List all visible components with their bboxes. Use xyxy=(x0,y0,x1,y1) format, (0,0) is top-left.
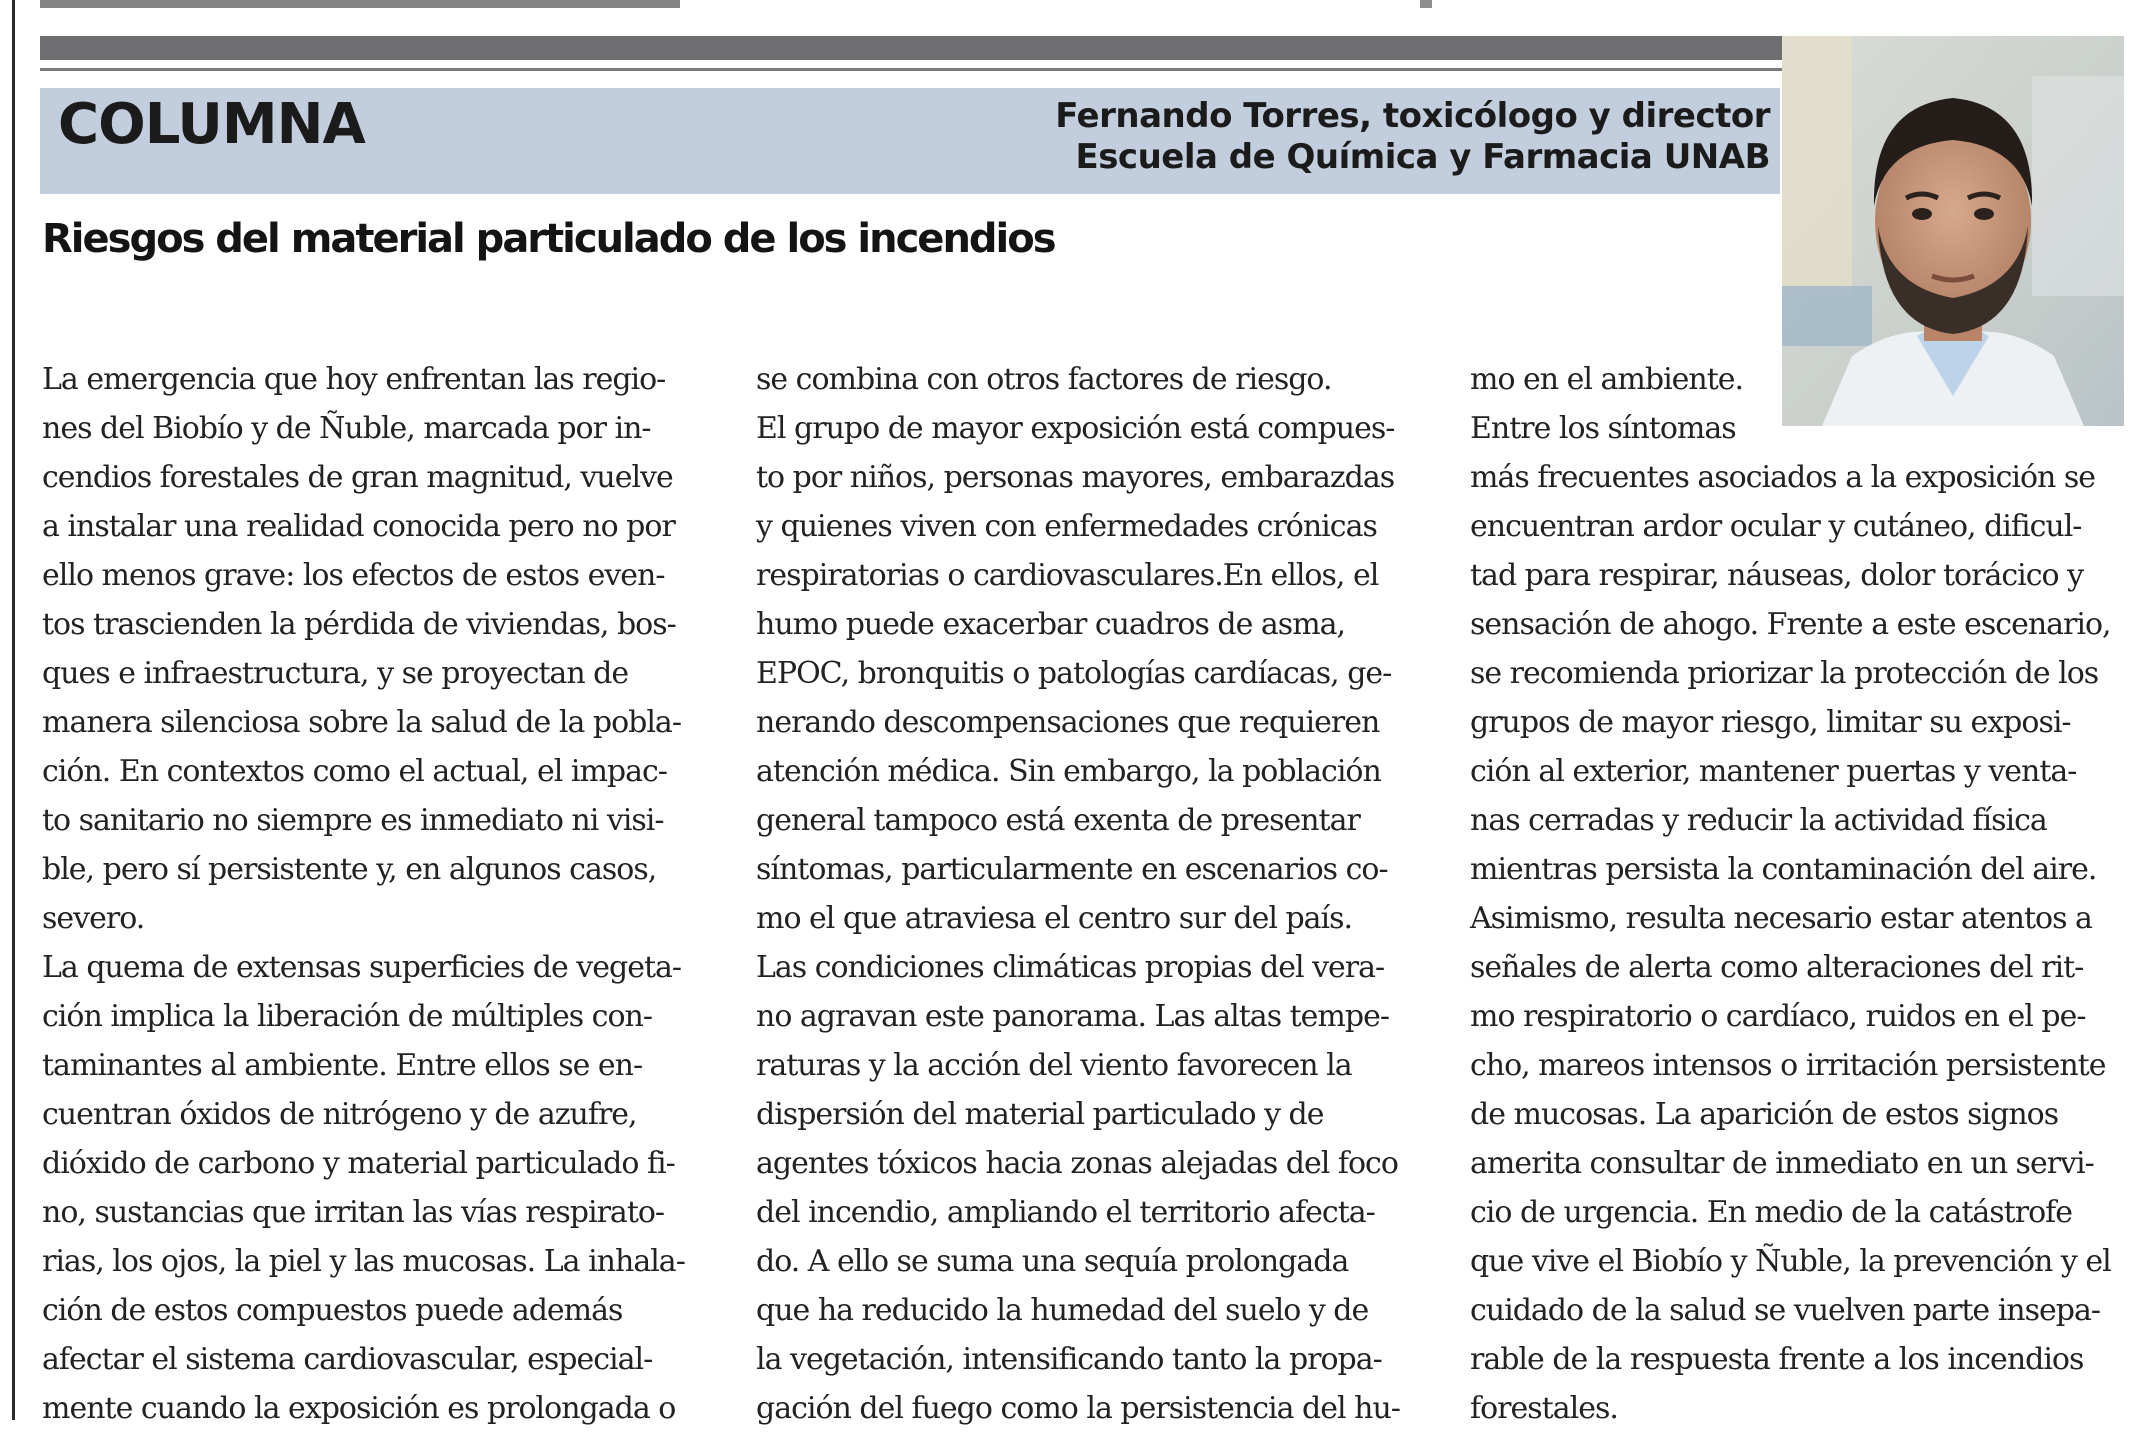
article-text-line: se recomienda priorizar la protección de los xyxy=(1470,656,2099,691)
article-text-line: EPOC, bronquitis o patologías cardíacas, ge- xyxy=(756,656,1392,691)
byline-institution: Escuela de Química y Farmacia UNAB xyxy=(1075,137,1770,177)
article-text-line: cuentran óxidos de nitrógeno y de azufre, xyxy=(42,1097,637,1132)
article-text-line: manera silenciosa sobre la salud de la pobla- xyxy=(42,705,681,740)
article-text-line: humo puede exacerbar cuadros de asma, xyxy=(756,607,1346,642)
article-text-line: agentes tóxicos hacia zonas alejadas del foco xyxy=(756,1146,1398,1181)
article-column-3 xyxy=(1470,355,2130,1433)
article-text-line: más frecuentes asociados a la exposición se xyxy=(1470,460,2096,495)
article-text-line: Las condiciones climáticas propias del vera- xyxy=(756,950,1385,985)
article-text-line: nerando descompensaciones que requieren xyxy=(756,705,1380,740)
article-text-line: afectar el sistema cardiovascular, especial- xyxy=(42,1342,653,1377)
article-text-line: dispersión del material particulado y de xyxy=(756,1097,1324,1132)
article-text-line: mo el que atraviesa el centro sur del país. xyxy=(756,901,1353,936)
article-text-line: tos trascienden la pérdida de viviendas, bos- xyxy=(42,607,676,642)
article-text-line: nas cerradas y reducir la actividad física xyxy=(1470,803,2047,838)
article-text-line: cio de urgencia. En medio de la catástrofe xyxy=(1470,1195,2072,1230)
author-byline xyxy=(1040,96,1770,178)
article-text-line: raturas y la acción del viento favorecen la xyxy=(756,1048,1352,1083)
article-text-line: gación del fuego como la persistencia del hu- xyxy=(756,1391,1400,1426)
article-text-line: cendios forestales de gran magnitud, vuelve xyxy=(42,460,673,495)
article-text-line: que ha reducido la humedad del suelo y de xyxy=(756,1293,1369,1328)
article-headline: Riesgos del material particulado de los incendios xyxy=(42,216,1055,262)
article-text-line: sensación de ahogo. Frente a este escenario, xyxy=(1470,607,2111,642)
article-text-line: síntomas, particularmente en escenarios co- xyxy=(756,852,1388,887)
article-text-line: Entre los síntomas xyxy=(1470,411,1736,446)
article-text-line: mo en el ambiente. xyxy=(1470,362,1744,397)
article-text-line: cuidado de la salud se vuelven parte insepa- xyxy=(1470,1293,2100,1328)
article-text-line: encuentran ardor ocular y cutáneo, dificul- xyxy=(1470,509,2082,544)
article-text-line: El grupo de mayor exposición está compues- xyxy=(756,411,1395,446)
cropped-top-mark xyxy=(1420,0,1432,8)
article-text-line: dióxido de carbono y material particulado fi- xyxy=(42,1146,675,1181)
article-text-line: cho, mareos intensos o irritación persistente xyxy=(1470,1048,2106,1083)
article-text-line: nes del Biobío y de Ñuble, marcada por in- xyxy=(42,411,651,446)
section-kicker: COLUMNA xyxy=(58,92,365,157)
article-column-2 xyxy=(756,355,1416,1433)
page-edge-rule xyxy=(12,0,15,1420)
article-text-line: forestales. xyxy=(1470,1391,1618,1426)
article-text-line: ción implica la liberación de múltiples con- xyxy=(42,999,652,1034)
article-column-1 xyxy=(42,355,702,1433)
byline-name-role: Fernando Torres, toxicólogo y director xyxy=(1055,96,1770,136)
article-text-line: no, sustancias que irritan las vías respirato- xyxy=(42,1195,665,1230)
article-text-line: ble, pero sí persistente y, en algunos casos, xyxy=(42,852,657,887)
article-text-line: taminantes al ambiente. Entre ellos se en- xyxy=(42,1048,643,1083)
article-text-line: ción. En contextos como el actual, el impac- xyxy=(42,754,667,789)
article-text-line: y quienes viven con enfermedades crónicas xyxy=(756,509,1377,544)
article-text-line: La emergencia que hoy enfrentan las regio- xyxy=(42,362,666,397)
article-text-line: respiratorias o cardiovasculares.En ellos, el xyxy=(756,558,1379,593)
article-text-line: mente cuando la exposición es prolongada o xyxy=(42,1391,676,1426)
cropped-top-text xyxy=(40,0,680,8)
article-text-line: amerita consultar de inmediato en un servi- xyxy=(1470,1146,2094,1181)
article-text-line: mientras persista la contaminación del aire. xyxy=(1470,852,2097,887)
article-text-line: mo respiratorio o cardíaco, ruidos en el pe- xyxy=(1470,999,2086,1034)
article-text-line: tad para respirar, náuseas, dolor torácico y xyxy=(1470,558,2084,593)
article-text-line: ello menos grave: los efectos de estos even- xyxy=(42,558,665,593)
article-text-line: la vegetación, intensificando tanto la propa- xyxy=(756,1342,1382,1377)
article-text-line: to por niños, personas mayores, embarazdas xyxy=(756,460,1395,495)
article-text-line: to sanitario no siempre es inmediato ni visi- xyxy=(42,803,664,838)
article-text-line: atención médica. Sin embargo, la población xyxy=(756,754,1381,789)
article-text-line: do. A ello se suma una sequía prolongada xyxy=(756,1244,1349,1279)
article-text-line: general tampoco está exenta de presentar xyxy=(756,803,1360,838)
article-text-line: de mucosas. La aparición de estos signos xyxy=(1470,1097,2059,1132)
article-text-line: ques e infraestructura, y se proyectan de xyxy=(42,656,629,691)
article-text-line: rable de la respuesta frente a los incendios xyxy=(1470,1342,2084,1377)
article-text-line: La quema de extensas superficies de vegeta- xyxy=(42,950,682,985)
article-text-line: que vive el Biobío y Ñuble, la prevención y el xyxy=(1470,1244,2111,1279)
article-text-line: ción al exterior, mantener puertas y venta- xyxy=(1470,754,2077,789)
article-text-line: señales de alerta como alteraciones del rit- xyxy=(1470,950,2084,985)
article-text-line: grupos de mayor riesgo, limitar su exposi- xyxy=(1470,705,2071,740)
article-text-line: del incendio, ampliando el territorio afecta- xyxy=(756,1195,1375,1230)
article-text-line: ción de estos compuestos puede además xyxy=(42,1293,623,1328)
article-text-line: Asimismo, resulta necesario estar atentos a xyxy=(1470,901,2092,936)
article-text-line: rias, los ojos, la piel y las mucosas. La inhala- xyxy=(42,1244,685,1279)
article-text-line: a instalar una realidad conocida pero no por xyxy=(42,509,675,544)
article-text-line: severo. xyxy=(42,901,145,936)
article-text-line: no agravan este panorama. Las altas tempe- xyxy=(756,999,1389,1034)
article-text-line: se combina con otros factores de riesgo. xyxy=(756,362,1332,397)
